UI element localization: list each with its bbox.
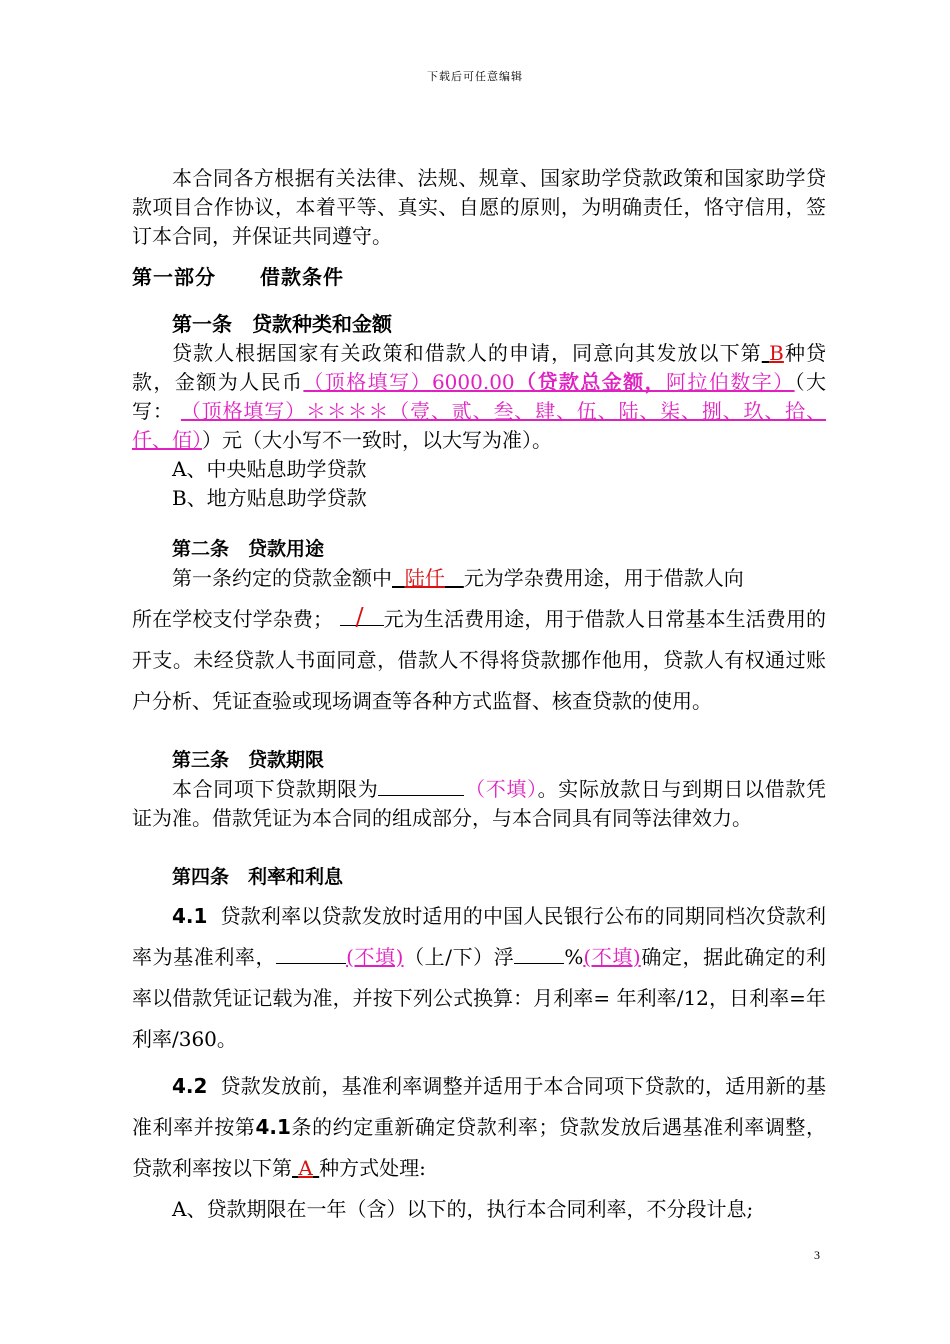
art1-text-3: （大写： [132,370,827,423]
rate-hint-2: (不填) [583,945,641,969]
clause-4-2 [132,1066,826,1189]
rate-percent-blank[interactable] [514,945,564,964]
amount-caps-field[interactable]: （顶格填写）＊＊＊＊（壹、贰、叁、肆、伍、陆、柒、捌、玖、拾、仟、佰） [132,399,827,452]
amount-hint-b: （贷款总金额， [514,370,667,394]
article-2-title: 第二条 贷款用途 [172,538,325,560]
clause-4-1-number: 4.1 [172,904,208,928]
preamble: 本合同各方根据有关法律、法规、规章、国家助学贷款政策和国家助学贷款项目合作协议，本着平等、真实、自愿的原则，为明确责任，恪守信用，签订本合同，并保证共同遵守。 [132,166,826,248]
article-2-line-1 [132,564,826,593]
clause-4-2-text-2: 条的约定重新确定贷款利率；贷款发放后遇基准利率调整，贷款利率按以下第 [132,1115,827,1180]
loan-type-field[interactable]: B [769,341,784,365]
article-1-title: 第一条 贷款种类和金额 [172,312,392,336]
art3-text-1: 本合同项下贷款期限为 [172,777,379,801]
clause-4-2-number: 4.2 [172,1074,208,1098]
clause-4-1-text-2: （上/下）浮 [403,945,515,969]
living-amount-mark: / [355,603,364,631]
clause-4-1-text-3: 确定，据此确定的利率以借款凭证记载为准，并按下列公式换算：月利率= 年利率/12，日利率=年利率/360。 [132,945,827,1051]
part-label: 第一部分 [132,265,216,289]
loan-option-a: A、中央贴息助学贷款 [172,457,367,481]
amount-hint-c: 阿拉伯数字） [666,370,795,394]
percent-sign: % [564,945,584,969]
clause-4-1-text-1: 贷款利率以贷款发放时适用的中国人民银行公布的同期同档次贷款利率为基准利率， [132,904,826,969]
amount-value[interactable]: 6000.00 [431,370,515,394]
rate-method-field[interactable]: A [298,1156,313,1180]
amount-hint-a: （顶格填写） [303,370,432,394]
art1-text-1: 贷款人根据国家有关政策和借款人的申请，同意向其发放以下第 [172,341,762,365]
rate-option-a: A、贷款期限在一年（含）以下的，执行本合同利率，不分段计息; [172,1197,754,1221]
art2-text-2: 元为学杂费用途，用于借款人向 [463,566,744,590]
clause-4-1 [132,896,826,1060]
document-body [132,164,826,1230]
clause-4-2-ref: 4.1 [255,1115,291,1139]
art2-text-1: 第一条约定的贷款金额中 [172,566,392,590]
term-hint: （不填） [464,777,538,801]
header-note: 下载后可任意编辑 [427,70,523,83]
article-3-title: 第三条 贷款期限 [172,749,325,771]
page-number: 3 [814,1248,820,1262]
rate-hint-1: (不填) [346,945,404,969]
art3-text-2: 。实际放款日与到期日以借款凭证为准。借款凭证为本合同的组成部分，与本合同具有同等法律效力。 [132,777,827,830]
art2-text-3: 所在学校支付学杂费； [132,607,334,631]
clause-4-2-text-3: 种方式处理: [319,1156,426,1180]
part-name: 借款条件 [260,265,344,289]
loan-option-b: B、地方贴息助学贷款 [172,486,367,510]
art2-text-4: 元为生活费用途，用于借款人日常基本生活费用的开支。未经贷款人书面同意，借款人不得将贷款挪作他用，贷款人有权通过账户分析、凭证查验或现场调查等各种方式监督、核查贷款的使用。 [132,607,827,713]
art1-text-2: 种贷款，金额为人民币 [132,341,826,394]
clause-4-2-text-1: 贷款发放前，基准利率调整并适用于本合同项下贷款的，适用新的基准利率并按第 [132,1074,826,1139]
rate-direction-blank[interactable] [276,945,346,964]
tuition-amount-field[interactable]: 陆仟 [404,566,445,590]
living-amount-field[interactable] [340,603,384,631]
article-2-line-2 [132,599,826,722]
term-blank[interactable] [378,777,464,796]
article-1-body [132,339,826,455]
article-3-body [132,775,826,833]
part-title [132,263,826,292]
art1-text-4: ）元（大小写不一致时，以大写为准）。 [202,428,552,452]
article-4-title: 第四条 利率和利息 [172,866,344,888]
